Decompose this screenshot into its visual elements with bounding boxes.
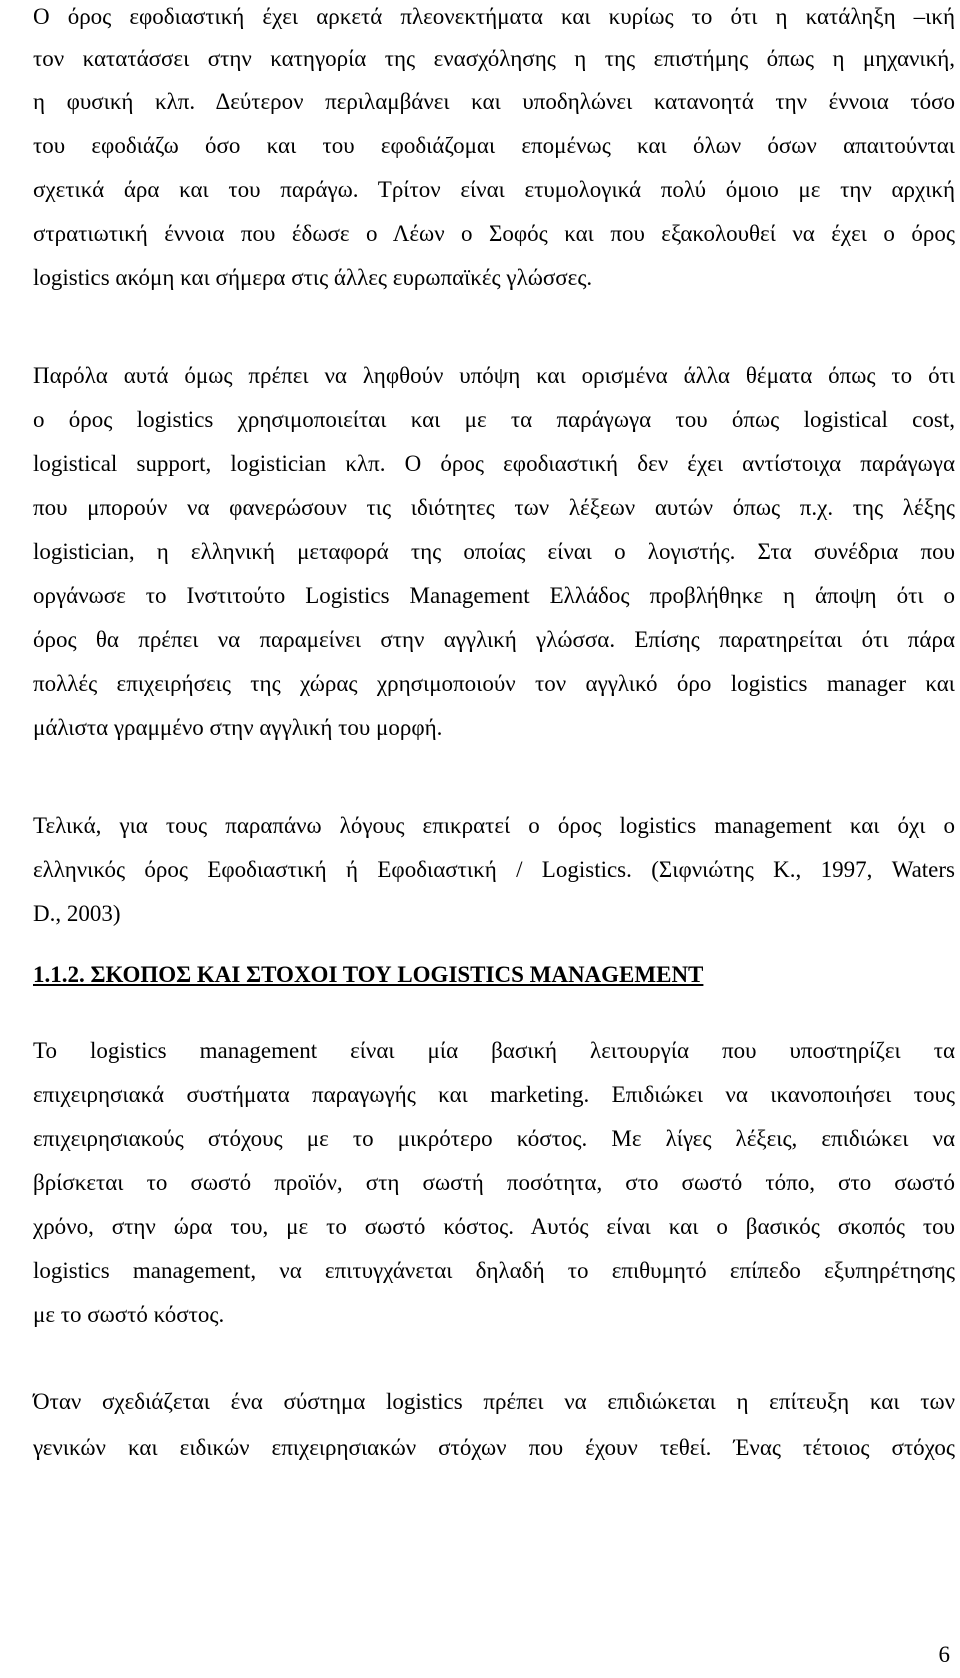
paragraph-line: Το logistics management είναι μία βασική λειτουργία που υποστηρίζει τα (33, 1038, 955, 1063)
paragraph-line: Όταν σχεδιάζεται ένα σύστημα logistics πρέπει να επιδιώκεται η επίτευξη και των (33, 1389, 955, 1414)
paragraph-line: D., 2003) (33, 901, 121, 926)
paragraph-line: Παρόλα αυτά όμως πρέπει να ληφθούν υπόψη και ορισμένα άλλα θέματα όπως το ότι (33, 363, 955, 388)
paragraph-line: όρος θα πρέπει να παραμείνει στην αγγλική γλώσσα. Επίσης παρατηρείται ότι πάρα (33, 627, 955, 652)
paragraph-line: στρατιωτική έννοια που έδωσε ο Λέων ο Σοφός και που εξακολουθεί να έχει ο όρος (33, 221, 955, 246)
paragraph-line: logistics ακόμη και σήμερα στις άλλες ευρωπαϊκές γλώσσες. (33, 265, 593, 290)
paragraph-line: μάλιστα γραμμένο στην αγγλική του μορφή. (33, 715, 443, 740)
paragraph-line: logistician, η ελληνική μεταφορά της οποίας είναι ο λογιστής. Στα συνέδρια που (33, 539, 955, 564)
paragraph-line: η φυσική κλπ. Δεύτερον περιλαμβάνει και υποδηλώνει κατανοητά την έννοια τόσο (33, 89, 955, 114)
paragraph-line: βρίσκεται το σωστό προϊόν, στη σωστή ποσότητα, στο σωστό τόπο, στο σωστό (33, 1170, 955, 1195)
paragraph-line: πολλές επιχειρήσεις της χώρας χρησιμοποιούν τον αγγλικό όρο logistics manager και (33, 671, 955, 696)
paragraph-line: Ο όρος εφοδιαστική έχει αρκετά πλεονεκτήματα και κυρίως το ότι η κατάληξη –ική (33, 4, 955, 29)
paragraph-line: ελληνικός όρος Εφοδιαστική ή Εφοδιαστική / Logistics. (Σιφνιώτης Κ., 1997, Waters (33, 857, 955, 882)
paragraph-line: του εφοδιάζω όσο και του εφοδιάζομαι επομένως και όλων όσων απαιτούνται (33, 133, 955, 158)
paragraph-line: Τελικά, για τους παραπάνω λόγους επικρατεί ο όρος logistics management και όχι ο (33, 813, 955, 838)
paragraph-line: που μπορούν να φανερώσουν τις ιδιότητες των λέξεων αυτών όπως π.χ. της λέξης (33, 495, 955, 520)
page-number: 6 (938, 1642, 950, 1667)
section-heading: 1.1.2. ΣΚΟΠΟΣ ΚΑΙ ΣΤΟΧΟΙ ΤΟΥ LOGISTICS MANAGEMENT (33, 962, 704, 987)
paragraph-line: logistics management, να επιτυγχάνεται δηλαδή το επιθυμητό επίπεδο εξυπηρέτησης (33, 1258, 955, 1283)
paragraph-line: επιχειρησιακούς στόχους με το μικρότερο κόστος. Με λίγες λέξεις, επιδιώκει να (33, 1126, 955, 1151)
paragraph-line: logistical support, logistician κλπ. Ο όρος εφοδιαστική δεν έχει αντίστοιχα παράγωγα (33, 451, 955, 476)
paragraph-line: οργάνωσε το Ινστιτούτο Logistics Management Ελλάδος προβλήθηκε η άποψη ότι ο (33, 583, 955, 608)
paragraph-line: τον κατατάσσει στην κατηγορία της ενασχόλησης η της επιστήμης όπως η μηχανική, (33, 46, 955, 71)
paragraph-line: με το σωστό κόστος. (33, 1302, 225, 1327)
paragraph-line: ο όρος logistics χρησιμοποιείται και με τα παράγωγα του όπως logistical cost, (33, 407, 955, 432)
paragraph-line: σχετικά άρα και του παράγω. Τρίτον είναι ετυμολογικά πολύ όμοιο με την αρχική (33, 177, 955, 202)
paragraph-line: επιχειρησιακά συστήματα παραγωγής και marketing. Επιδιώκει να ικανοποιήσει τους (33, 1082, 955, 1107)
paragraph-line: χρόνο, στην ώρα του, με το σωστό κόστος. Αυτός είναι και ο βασικός σκοπός του (33, 1214, 955, 1239)
paragraph-line: γενικών και ειδικών επιχειρησιακών στόχων που έχουν τεθεί. Ένας τέτοιος στόχος (33, 1435, 955, 1460)
